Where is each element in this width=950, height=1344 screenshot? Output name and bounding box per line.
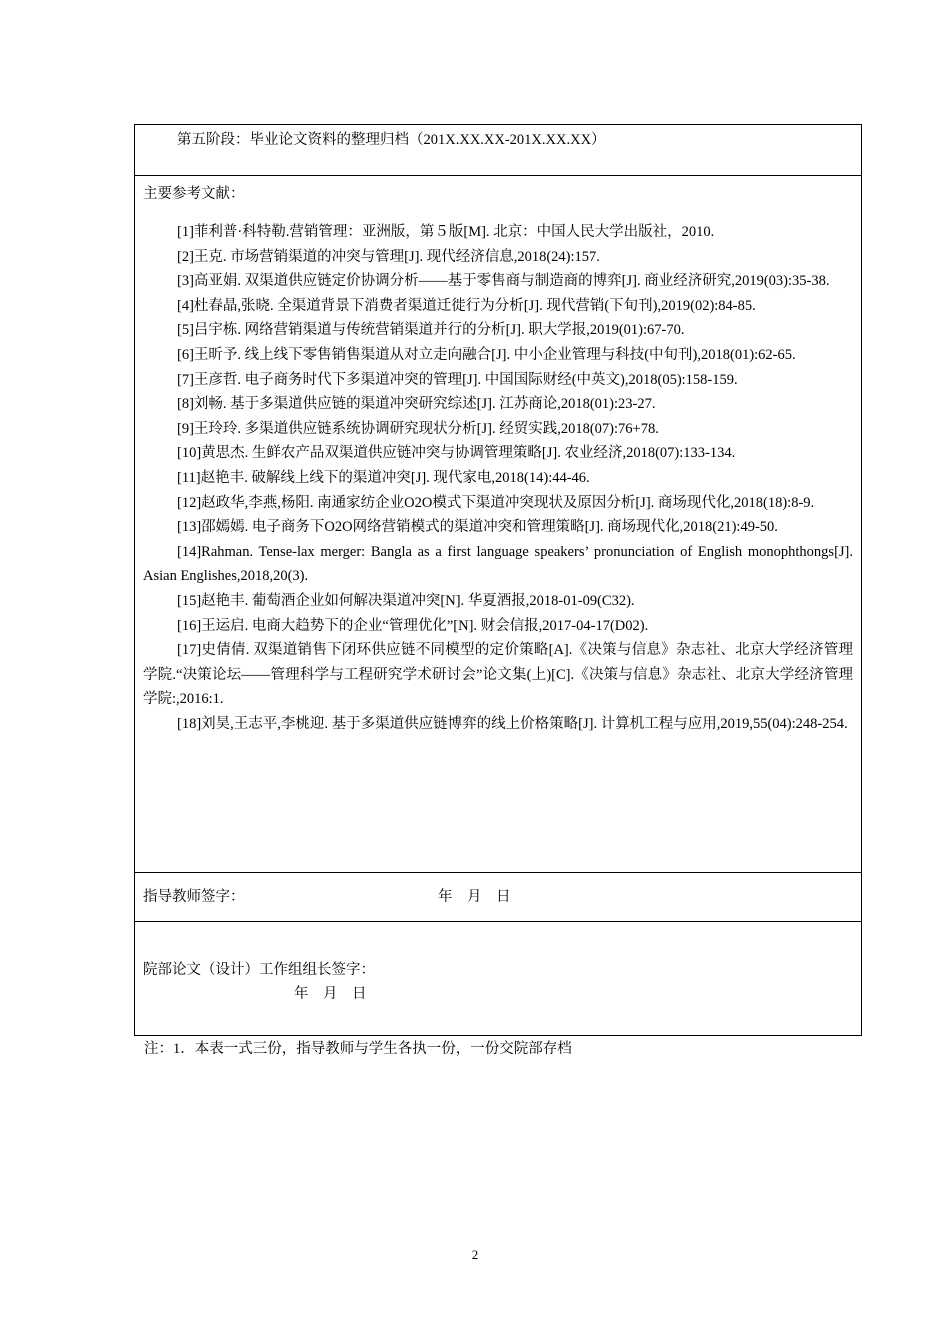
reference-item: [2]王克. 市场营销渠道的冲突与管理[J]. 现代经济信息,2018(24):157. <box>177 248 600 265</box>
reference-item: [15]赵艳丰. 葡萄酒企业如何解决渠道冲突[N]. 华夏酒报,2018-01-09(C32). <box>177 592 635 609</box>
advisor-date: 年 月 日 <box>438 889 511 905</box>
reference-item: [1]菲利普·科特勒.营销管理：亚洲版，第５版[M]. 北京：中国人民大学出版社，2010. <box>177 224 715 240</box>
stage5-cell <box>135 125 862 176</box>
dept-signature-row <box>135 922 862 1036</box>
reference-item: [11]赵艳丰. 破解线上线下的渠道冲突[J]. 现代家电,2018(14):44-46. <box>177 469 590 486</box>
form-note: 注：1．本表一式三份，指导教师与学生各执一份，一份交院部存档 <box>144 1041 572 1057</box>
reference-item: [17]史倩倩. 双渠道销售下闭环供应链不同模型的定价策略[A].《决策与信息》杂志社、北京大学经济管理学院.“决策论坛——管理科学与工程研究学术研讨会”论文集(上)[C].《决策与信息》杂志社、北京大学经济管理学院:,2016:1. <box>143 642 853 708</box>
dept-date: 年 月 日 <box>294 986 367 1002</box>
references-label: 主要参考文献： <box>143 186 245 202</box>
reference-item: [7]王彦哲. 电子商务时代下多渠道冲突的管理[J]. 中国国际财经(中英文),2018(05):158-159. <box>177 371 738 388</box>
reference-item: [8]刘畅. 基于多渠道供应链的渠道冲突研究综述[J]. 江苏商论,2018(01):23-27. <box>177 396 656 413</box>
reference-item: [3]高亚娟. 双渠道供应链定价协调分析——基于零售商与制造商的博弈[J]. 商业经济研究,2019(03):35-38. <box>177 273 830 290</box>
reference-item: [6]王昕予. 线上线下零售销售渠道从对立走向融合[J]. 中小企业管理与科技(中旬刊),2018(01):62-65. <box>177 346 796 363</box>
reference-item: [18]刘昊,王志平,李桃迎. 基于多渠道供应链博弈的线上价格策略[J]. 计算机工程与应用,2019,55(04):248-254. <box>177 715 848 732</box>
advisor-signature-cell <box>135 873 862 922</box>
dept-signature-label: 院部论文（设计）工作组组长签字： <box>143 962 375 978</box>
reference-item: [9]王玲玲. 多渠道供应链系统协调研究现状分析[J]. 经贸实践,2018(07):76+78. <box>177 420 659 437</box>
page-number: 2 <box>471 1247 479 1262</box>
advisor-signature-row <box>135 873 862 922</box>
reference-item: [10]黄思杰. 生鲜农产品双渠道供应链冲突与协调管理策略[J]. 农业经济,2018(07):133-134. <box>177 445 736 462</box>
reference-item: [14]Rahman. Tense-lax merger: Bangla as a first language speakers’ pronunciation of English monophthongs[J]. Asian Englishes,2018,20(3). <box>143 543 853 585</box>
references-cell <box>135 176 862 873</box>
reference-item: [4]杜春晶,张晓. 全渠道背景下消费者渠道迁徙行为分析[J]. 现代营销(下旬刊),2019(02):84-85. <box>177 297 756 314</box>
stage5-row <box>135 125 862 176</box>
reference-item: [12]赵政华,李燕,杨阳. 南通家纺企业O2O模式下渠道冲突现状及原因分析[J]. 商场现代化,2018(18):8-9. <box>177 494 815 511</box>
dept-signature-cell <box>135 922 862 1036</box>
reference-item: [16]王运启. 电商大趋势下的企业“管理优化”[N]. 财会信报,2017-04-17(D02). <box>177 617 649 634</box>
reference-item: [5]吕宇栋. 网络营销渠道与传统营销渠道并行的分析[J]. 职大学报,2019(01):67-70. <box>177 322 685 339</box>
reference-item: [13]邵嫣嫣. 电子商务下O2O网络营销模式的渠道冲突和管理策略[J]. 商场现代化,2018(21):49-50. <box>177 519 778 536</box>
stage5-text: 第五阶段：毕业论文资料的整理归档（201X.XX.XX-201X.XX.XX） <box>177 132 606 148</box>
advisor-signature-label: 指导教师签字： <box>143 889 245 905</box>
task-form-table <box>134 124 862 1036</box>
references-row <box>135 176 862 873</box>
